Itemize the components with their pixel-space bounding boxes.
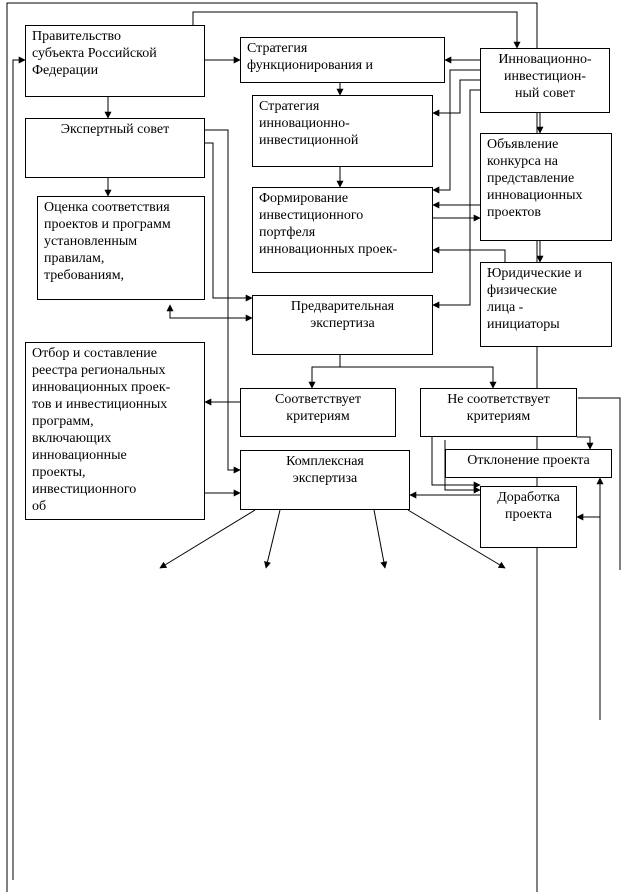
- meets-criteria-box: Соответствует критериям: [240, 388, 396, 437]
- innovation-council-box: Инновационно- инвестицион- ный совет: [480, 48, 610, 113]
- project-rework-box: Доработка проекта: [480, 486, 577, 548]
- fails-criteria-box: Не соответствует критериям: [420, 388, 577, 437]
- complex-expertise-box: Комплексная экспертиза: [240, 450, 410, 510]
- registry-selection-box: Отбор и составление реестра региональных инновационных проек- тов и инвестиционных программ, включающих инновационные проекты, инвестиционного об: [25, 342, 205, 520]
- contest-announcement-box: Объявление конкурса на представление инновационных проектов: [480, 133, 612, 241]
- strategy-functioning-box: Стратегия функционирования и: [240, 37, 445, 83]
- strategy-innovation-box: Стратегия инновационно- инвестиционной: [252, 95, 433, 167]
- legal-entities-box: Юридические и физические лица - инициаторы: [480, 262, 612, 347]
- government-box: Правительство субъекта Российской Федерации: [25, 25, 205, 97]
- portfolio-formation-box: Формирование инвестиционного портфеля инновационных проек-: [252, 187, 433, 273]
- expert-council-box: Экспертный совет: [25, 118, 205, 178]
- project-rejection-box: Отклонение проекта: [445, 449, 612, 478]
- compliance-assessment-box: Оценка соответствия проектов и программ установленным правилам, требованиям,: [37, 196, 205, 300]
- preliminary-expertise-box: Предварительная экспертиза: [252, 295, 433, 355]
